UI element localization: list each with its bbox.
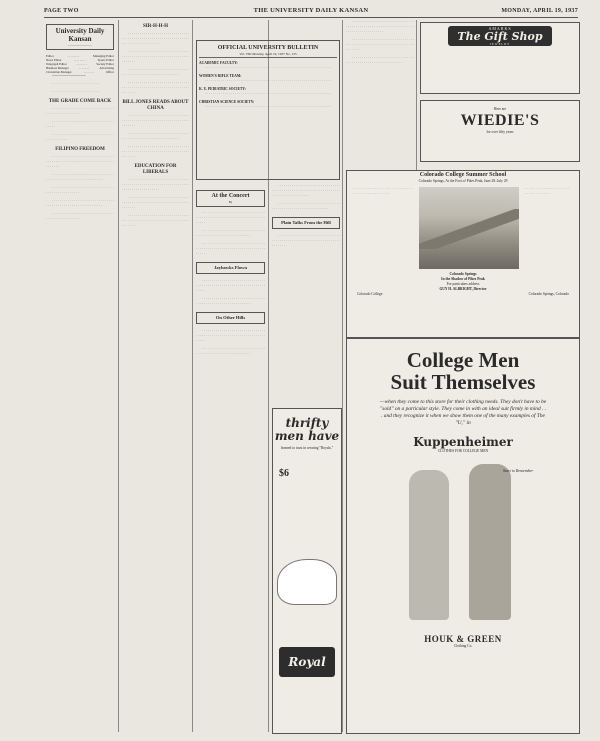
colorado-photo <box>419 187 519 269</box>
thrifty-price: $6 <box>279 468 289 479</box>
bulletin-volume: Vol. VIII Monday, April 19, 1937 No. 155 <box>199 52 337 58</box>
gift-shop-bottom: JEWELRY <box>489 42 511 46</box>
column-editorial-1: University Daily Kansan ———————— Editor . . . . . . . . Managing Editor News Editor . . . . . . . . Sports Editor Telegraph Editor . . . . . . . Society Editor Business Manager . . . . . . . Advertising Circulation Manager . . . . . . . Office ────────────── · · · · · · · · · · · · · · · · · · · · · · · · · · · · · · · · · · · · · · · · · · · · · · · · THE GRADE COME BACK · · · · · · · · · · · · · · · · · · · · · · · · · · · · · · · · · · · · · · · · · · · · · · · · · · · · · · · · · · · · · · · · · · · · · · · · · · · · · · · · · · · · · · · · · · · · · · · · · · · · · · · · · · · · · · · · · · · · · · · · · · · · · · FILIPINO FREEDOM · · · · · · · · · · · · · · · · · · · · · · · · · · · · · · · · · · · · · · · · · · · · · · · · · · · · · · · · · · · · · · · · · · · · · · · · · · · · · · · · · · · · · · · · · · · · · · · · · · · · · · · · · · · · · · · · · · · · · · · · · · · · · · · · · · · · · · · · · · · · · · · · · · · · · · · · · · · · · · · · · · · · · · · · · · · · · · · · · · · · · · · · · · · · · · · · · · · · · · · · · · · · · · · · · · · · · · · · · · · · · · · · · · · · · · · · · · · · · · · · · · · · · · · · · · · · · · · · · · · · · · · · · · · · · · · · · · · · · · · · · · · · · · · · <box>46 20 114 732</box>
column-rule <box>342 20 343 732</box>
official-bulletin-box: OFFICIAL UNIVERSITY BULLETIN Vol. VIII Monday, April 19, 1937 No. 155 ACADEMIC FACULTY: · · · · · · · · · · · · · · · · · · · · · · · · · · · · · · · · · · · · · · · · · · · · · · · · · · · · · · · · · · · · · · · · WOMEN'S RIFLE TEAM: · · · · · · · · · · · · · · · · · · · · · · · · · · · · · · · · · · · · · · · · · · · · · · · · · · · · · · · · · · · · · · · · K. U. PEDIATRIC SOCIETY: · · · · · · · · · · · · · · · · · · · · · · · · · · · · · · · · · · · · · · · · · · · · · · · · · · · · · · · · · · · · · · · · CHRISTIAN SCIENCE SOCIETY: · · · · · · · · · · · · · · · · · · · · · · · · · · · · · · · · · · · · · · · · · · · · · · · · · · · · · · · · · · · · · · · · <box>196 40 340 180</box>
ad-gift-shop <box>420 22 580 94</box>
column-rule <box>192 20 193 732</box>
headline-filipino-freedom: FILIPINO FREEDOM <box>55 147 105 152</box>
ad-royal-shoes <box>272 408 342 734</box>
colorado-line: Colorado Springs, At the Foot of Pikes Peak, June 28–July 29 <box>418 179 508 183</box>
nameplate-title: University Daily Kansan <box>55 27 105 43</box>
gift-shop-name: The Gift Shop <box>457 30 543 43</box>
at-the-concert-byline: By <box>228 200 233 204</box>
column-news-4: · · · · · · · · · · · · · · · · · · · · · · · · · · · · · · · · · · · · · · · · · · · · · · · · · · · · · · · · · · · · · · · · · · · · · · · · · · · · · · · · · · · · · · · · · · · · · · · · · · · · · · · · · · · · · · · · · · · · · · · · · · · · · · · · · · · · · · · · · · · · · · · · Plain Talks From the Hill · · · · · · · · · · · · · · · · · · · · · · · · · · · · · · · · · · · · · · · · · · · · · · · · · · · · · · · · · · · · · · · · · · · · · · · · <box>272 184 340 248</box>
column-rule <box>416 20 417 170</box>
column-news-3: At the Concert By · · · · · · · · · · · · · · · · · · · · · · · · · · · · · · · · · · · · · · · · · · · · · · · · · · · · · · · · · · · · · · · · · · · · · · · · · · · · · · · · · · · · · · · · · · · · · · · · · · · · · · · · · · · · · · · · · · · · · · · · · · · · · · · · · · · · · · · · · · · · · · · · · · · · · · · · · · · · · · · · · · · · · · · · · · · · · · · · · · · · · · · · · · · · · · · · · · · · · · · · · · · · Jayhawks Flown · · · · · · · · · · · · · · · · · · · · · · · · · · · · · · · · · · · · · · · · · · · · · · · · · · · · · · · · · · · · · · · · · · · · · · · · · · · · · · · · · · · · · · · · · · · · · · · · · · · · · · · · · · · · · · · · · · · · · · · · · · · · · · · · · · · · On Other Hills · · · · · · · · · · · · · · · · · · · · · · · · · · · · · · · · · · · · · · · · · · · · · · · · · · · · · · · · · · · · · · · · · · · · · · · · · · · · · · · · · · · · · · · · · · · · · · · · · · · · · · · · · · · · · · · · · · · · · · · · · · · · · · · · · · · · <box>196 184 265 732</box>
masthead-title: THE UNIVERSITY DAILY KANSAN <box>253 7 369 14</box>
kuppenheimer-sub: CLOTHES FOR COLLEGE MEN <box>437 449 489 453</box>
colorado-title: Colorado College Summer School <box>419 172 507 178</box>
staff-box: Editor . . . . . . . . Managing Editor News Editor . . . . . . . . Sports Editor Telegraph Editor . . . . . . . Society Editor Business Manager . . . . . . . Advertising Circulation Manager . . . . . . . Office <box>46 54 114 74</box>
headline-education-liberals: EDUCATION FOR LIBERALS <box>134 164 177 175</box>
college-men-illustration <box>381 460 545 630</box>
shoe-illustration <box>277 559 337 605</box>
colorado-city: Colorado Springs, Colorado <box>528 292 569 296</box>
headline-bill-jones: BILL JONES READS ABOUT CHINA <box>122 100 189 111</box>
kuppenheimer-logo: Kuppenheimer <box>413 435 513 449</box>
thrifty-body: learned to trust in wearing "Royals." <box>280 446 334 450</box>
kupp-script: Start to Remember <box>503 468 533 473</box>
jayhawks-flown-title: Jayhawks Flown <box>214 265 247 270</box>
colorado-text-left: · · · · · · · · · · · · · · · · · · · · · · · · · · · · · · · · · · · · · · · · · · · · · · · · · · · · <box>353 187 412 196</box>
at-the-concert-box <box>196 190 265 207</box>
colorado-school: Colorado College <box>357 292 383 296</box>
masthead-date: MONDAY, APRIL 19, 1937 <box>501 8 578 14</box>
college-men-line-2: Suit Themselves <box>390 370 536 394</box>
bulletin-item-head: CHRISTIAN SCIENCE SOCIETY: <box>199 99 255 104</box>
bulletin-item-head: K. U. PEDIATRIC SOCIETY: <box>199 86 246 91</box>
on-other-hills-title: On Other Hills <box>215 315 246 320</box>
houk-green-logo: HOUK & GREEN <box>424 634 502 644</box>
jayhawks-flown-box <box>196 262 265 274</box>
college-men-line-1: College Men <box>406 348 520 372</box>
page-label: PAGE TWO <box>44 8 79 14</box>
wiedies-name: WIEDIE'S <box>460 112 540 129</box>
ad-wiedies <box>420 100 580 162</box>
column-rule <box>118 20 119 732</box>
thrifty-line-1: thrifty <box>285 416 329 430</box>
headline-sir-hhh: SIR-H-H-H <box>143 24 168 29</box>
gift-shop-top: AMARKS <box>488 26 512 31</box>
thrifty-line-2: men have <box>274 429 340 443</box>
bulletin-item-head: WOMEN'S RIFLE TEAM: <box>199 73 242 78</box>
plain-talks-box <box>272 217 340 229</box>
bulletin-item-head: ACADEMIC FACULTY: <box>199 60 238 65</box>
colorado-contact: For particulars address <box>446 282 480 286</box>
masthead <box>44 7 578 18</box>
headline-grade-come-back: THE GRADE COME BACK <box>48 99 112 104</box>
on-other-hills-box <box>196 312 265 324</box>
bulletin-title: OFFICIAL UNIVERSITY BULLETIN <box>217 45 319 51</box>
colorado-caption-2: In the Shadow of Pikes Peak <box>441 277 485 281</box>
royal-logo: Royal <box>279 647 335 677</box>
column-editorial-2: SIR-H-H-H · · · · · · · · · · · · · · · · · · · · · · · · · · · · · · · · · · · · · · · · · · · · · · · · · · · · · · · · · · · · · · · · · · · · · · · · · · · · · · · · · · · · · · · · · · · · · · · · · · · · · · · · · · · · · · · · · · · · · · · · · · · · · · · · · · · · · · · · · · · · · · · · · · · · · · · · · · · · · · · · · · · · · · · · · · · · · · · · · · · · · · · · · · · · · · · · · · · · · · · · · · · · · · · · · · · · · · · · · · · · · · · · · · · · · · · · · · · · · · · · · · · · · · · · · · · · · · · · · · · · · · · · · · · · · · · · · · · · · · · · · · · · · · · · BILL JONES READS ABOUT CHINA · · · · · · · · · · · · · · · · · · · · · · · · · · · · · · · · · · · · · · · · · · · · · · · · · · · · · · · · · · · · · · · · · · · · · · · · · · · · · · · · · · · · · · · · · · · · · · · · · · · · · · · · · · · · · · · · · · · · · · · · · · · · · · · · · · · · · · · · · · · · · · · · · · · · · · · · · · · · · · · · · · · · · · · · · · · · · · · · · · · · · · · · · · · · · · · · · · · · · · · · · · · · EDUCATION FOR LIBERALS · · · · · · · · · · · · · · · · · · · · · · · · · · · · · · · · · · · · · · · · · · · · · · · · · · · · · · · · · · · · · · · · · · · · · · · · · · · · · · · · · · · · · · · · · · · · · · · · · · · · · · · · · · · · · · · · · · · · · · · · · · · · · · · · · · · · · · · · · · · · · · · · · · · · · · · · · · · · · · · · · · · · · · · · · · · · · · · · · · · · · · · · · · · · · · · · · · · · · · · · · · · · · · · · · · · · · · · · · · · · · · · · · · · · <box>122 24 189 228</box>
colorado-caption-1: Colorado Springs <box>449 272 477 276</box>
column-news-5: · · · · · · · · · · · · · · · · · · · · · · · · · · · · · · · · · · · · · · · · · · · · · · · · · · · · · · · · · · · · · · · · · · · · · · · · · · · · · · · · · · · · · · · · · · · · · · · · · · · · · · · · · · · · · · · · · · · · · · · · · · · · · · · · · · · · · · · · · · · · · · · · · · · · · · · · · · · · · · · · · · · · · · · · · · · · · · · · · · · · · · · · · · · · · · · · · · · · · · · · · · · · · · · · · · · · · · · · <box>346 20 414 65</box>
nameplate: University Daily Kansan ———————— <box>46 24 114 50</box>
colorado-text-right: · · · · · · · · · · · · · · · · · · · · · · · · · · · · · · · · · · · · · · <box>525 187 569 196</box>
colorado-director: GUY H. ALBRIGHT, Director <box>439 287 487 291</box>
figure-left <box>409 470 449 620</box>
gift-shop-logo <box>448 26 552 46</box>
college-men-body: —when they come to this store for their clothing needs. They don't have to be "sold" on a particular style. They come in with an ideal suit firmly in mind . . . and they recognize it when we show them one of the many examples of The "U," in <box>379 399 547 426</box>
houk-green-sub: Clothing Co. <box>453 644 473 648</box>
wiedies-here-are: Here are <box>493 107 507 111</box>
ad-colorado-college <box>346 170 580 338</box>
wiedies-subtitle: for over fifty years <box>486 130 514 134</box>
plain-talks-title: Plain Talks From the Hill <box>281 220 331 225</box>
at-the-concert-title: At the Concert <box>211 193 250 199</box>
ad-college-men <box>346 338 580 734</box>
figure-right <box>469 464 511 620</box>
